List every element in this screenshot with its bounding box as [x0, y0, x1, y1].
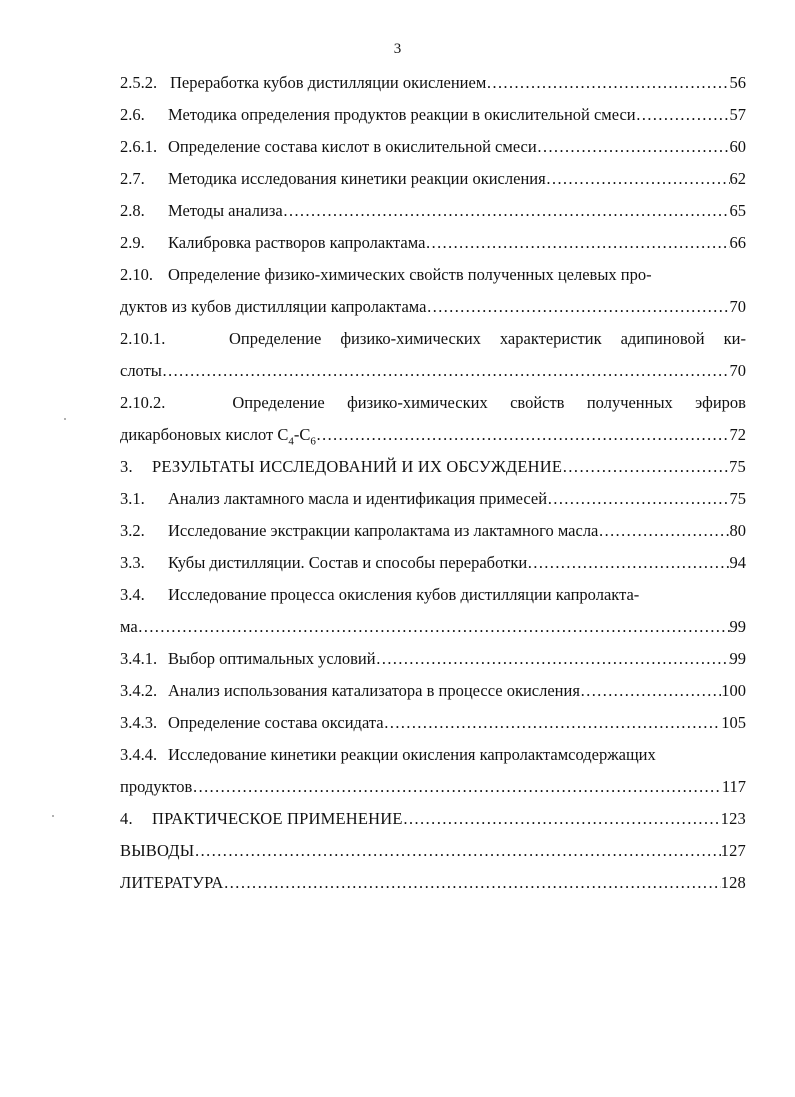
- toc-entry: [120, 200, 746, 222]
- toc-entry-title-word: физико-химических: [340, 329, 481, 348]
- toc-entry: [120, 648, 746, 670]
- toc-entry: [120, 872, 746, 894]
- toc-entry-page: 75: [729, 489, 746, 508]
- toc-entry-title: Кубы дистилляции. Состав и способы переработки: [168, 553, 528, 572]
- toc-entry-page: 70: [729, 361, 746, 380]
- toc-entry: [120, 488, 746, 510]
- toc-entry-page: 117: [721, 777, 746, 796]
- toc-entry-title: ма: [120, 617, 138, 636]
- toc-entry-title-word: адипиновой: [620, 329, 705, 348]
- toc-entry: [120, 392, 746, 414]
- toc-entry-page: 57: [729, 105, 746, 124]
- toc-entry-number: 2.8.: [120, 201, 145, 220]
- toc-entry-title: Методы анализа: [168, 201, 283, 220]
- toc-entry: [120, 72, 746, 94]
- toc-entry-number: 3.1.: [120, 489, 145, 508]
- toc-entry-continuation: [120, 424, 746, 446]
- toc-entry-page: 80: [729, 521, 746, 540]
- toc-entry-number: 2.5.2.: [120, 73, 158, 92]
- toc-entry: [120, 552, 746, 574]
- toc-entry-page: 127: [720, 841, 746, 860]
- toc-entry-title-word: эфиров: [695, 393, 746, 412]
- dot-leader: [546, 168, 730, 190]
- toc-entry: [120, 840, 746, 862]
- toc-entry: [120, 328, 746, 350]
- toc-entry: [120, 744, 746, 766]
- scan-speck: [64, 418, 66, 420]
- toc-entry-title: Калибровка растворов капролактама: [168, 233, 426, 252]
- toc-entry: [120, 808, 746, 830]
- dot-leader: [283, 200, 730, 222]
- toc-entry-title-word: Определение: [232, 393, 325, 412]
- toc-entry-continuation: [120, 296, 746, 318]
- toc-entry-number: 2.7.: [120, 169, 145, 188]
- toc-entry-number: 2.6.1.: [120, 137, 158, 156]
- dot-leader: [426, 296, 729, 318]
- toc-entry-title-word: полученных: [586, 393, 673, 412]
- toc-entry-title: Определение состава кислот в окислительной смеси: [168, 137, 537, 156]
- dot-leader: [547, 488, 729, 510]
- dot-leader: [316, 424, 730, 446]
- toc-entry-title-word: свойств: [510, 393, 565, 412]
- toc-entry-title: слоты: [120, 361, 162, 380]
- toc-entry-page: 65: [729, 201, 746, 220]
- toc-entry-title: Выбор оптимальных условий: [168, 649, 376, 668]
- toc-entry-title-word: Определение: [228, 329, 322, 348]
- toc-entry-continuation: [120, 616, 746, 638]
- toc-entry-number: 3.4.2.: [120, 681, 158, 700]
- toc-entry-page: 72: [729, 425, 746, 444]
- toc-entry-title: Анализ использования катализатора в процессе окисления: [168, 681, 580, 700]
- dot-leader: [162, 360, 730, 382]
- dot-leader: [580, 680, 721, 702]
- toc-entry-continuation: [120, 360, 746, 382]
- toc-entry-page: 62: [729, 169, 746, 188]
- dot-leader: [562, 456, 729, 478]
- toc-entry-title: Переработка кубов дистилляции окислением: [170, 73, 487, 92]
- toc-entry-title: ПРАКТИЧЕСКОЕ ПРИМЕНЕНИЕ: [152, 809, 403, 828]
- toc-entry-page: 123: [720, 809, 746, 828]
- toc-entry-title: Определение состава оксидата: [168, 713, 384, 732]
- toc-entry-page: 128: [720, 873, 746, 892]
- toc-entry-number: 3.: [120, 457, 133, 476]
- toc-entry-page: 99: [729, 617, 746, 636]
- dot-leader: [403, 808, 721, 830]
- toc-entry-number: 3.2.: [120, 521, 145, 540]
- page-number: 3: [393, 41, 402, 57]
- toc-entry-title: Методика исследования кинетики реакции окисления: [168, 169, 546, 188]
- toc-entry: [120, 584, 746, 606]
- toc-entry-number: 2.10.2.: [120, 393, 166, 412]
- toc-entry-page: 75: [729, 457, 746, 476]
- toc-entry-number: 2.6.: [120, 105, 145, 124]
- toc-entry: [120, 520, 746, 542]
- toc-entry-title-word: ки-: [723, 329, 746, 348]
- dot-leader: [527, 552, 729, 574]
- toc-entry-page: 60: [729, 137, 746, 156]
- dot-leader: [194, 840, 720, 862]
- toc-entry-number: 3.4.1.: [120, 649, 158, 668]
- toc-entry-title: ВЫВОДЫ: [120, 841, 195, 860]
- toc-entry: [120, 104, 746, 126]
- dot-leader: [486, 72, 729, 94]
- dot-leader: [138, 616, 730, 638]
- dot-leader: [192, 776, 722, 798]
- toc-entry-title: Анализ лактамного масла и идентификация примесей: [168, 489, 548, 508]
- toc-entry-title: Определение физико-химических свойств полученных целевых про-: [168, 265, 652, 284]
- toc-entry: [120, 136, 746, 158]
- toc-entry: [120, 264, 746, 286]
- dot-leader: [224, 872, 721, 894]
- toc-entry-title: дикарбоновых кислот $С_4-С_6$: [120, 425, 316, 448]
- dot-leader: [537, 136, 730, 158]
- toc-entry-page: 99: [729, 649, 746, 668]
- toc-entry-page: 70: [729, 297, 746, 316]
- toc-entry-title: Методика определения продуктов реакции в окислительной смеси: [168, 105, 636, 124]
- toc-entry-title: Исследование экстракции капролактама из лактамного масла: [168, 521, 599, 540]
- toc-entry-title-word: характеристик: [499, 329, 602, 348]
- toc-entry-page: 105: [721, 713, 746, 732]
- toc-entry-page: 66: [729, 233, 746, 252]
- toc-entry: [120, 680, 746, 702]
- toc-entry-number: 2.10.1.: [120, 329, 166, 348]
- toc-entry-title: ЛИТЕРАТУРА: [120, 873, 224, 892]
- toc-entry: [120, 168, 746, 190]
- toc-entry-number: 4.: [120, 809, 133, 828]
- toc-entry-continuation: [120, 776, 746, 798]
- toc-entry: [120, 232, 746, 254]
- toc-entry-title: продуктов: [120, 777, 193, 796]
- toc-entry: [120, 712, 746, 734]
- toc-entry-title: дуктов из кубов дистилляции капролактама: [120, 297, 427, 316]
- toc-entry-number: 3.4.4.: [120, 745, 158, 764]
- dot-leader: [598, 520, 729, 542]
- toc-entry-number: 2.9.: [120, 233, 145, 252]
- toc-entry-number: 3.4.3.: [120, 713, 158, 732]
- dot-leader: [376, 648, 730, 670]
- dot-leader: [384, 712, 722, 734]
- toc-entry-page: 56: [729, 73, 746, 92]
- dot-leader: [425, 232, 729, 254]
- toc-entry-title-word: физико-химических: [347, 393, 488, 412]
- toc-entry-page: 100: [721, 681, 746, 700]
- toc-entry-number: 3.3.: [120, 553, 145, 572]
- toc-entry-title: Исследование кинетики реакции окисления капролактамсодержащих: [168, 745, 656, 764]
- toc-entry-number: 3.4.: [120, 585, 145, 604]
- dot-leader: [636, 104, 730, 126]
- toc-entry-page: 94: [729, 553, 746, 572]
- toc-entry-title: РЕЗУЛЬТАТЫ ИССЛЕДОВАНИЙ И ИХ ОБСУЖДЕНИЕ: [152, 457, 563, 476]
- toc-entry: [120, 456, 746, 478]
- scan-speck: [52, 815, 54, 817]
- toc-entry-title: Исследование процесса окисления кубов дистилляции капролакта-: [168, 585, 640, 604]
- toc-entry-number: 2.10.: [120, 265, 153, 284]
